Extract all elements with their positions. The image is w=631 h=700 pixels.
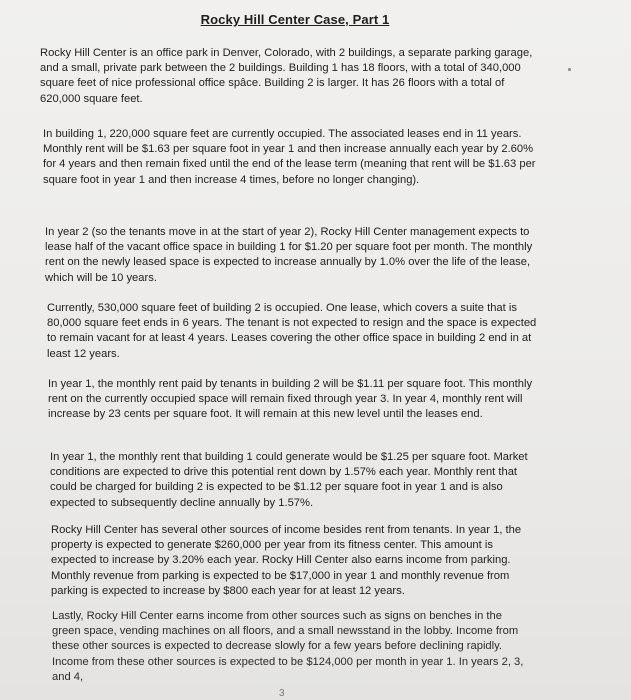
paragraph-market-rent: In year 1, the monthly rent that building 1 could generate would be $1.25 per square foot. Market conditions are expected to drive this potential rent down by 1.57% each year. Monthly rent that could be charged for building 2 is expected to be $1.12 per square foot in year 1 and is also expected to subsequently decline annually by 1.57%. xyxy=(50,451,528,509)
paragraph-building1-vacant: In year 2 (so the tenants move in at the start of year 2), Rocky Hill Center management expects to lease half of the vacant office space in building 1 for $1.20 per square foot per month. The monthly rent on the newly leased space is expected to increase annually by 1.0% over the life of the lease, which will be 10 years. xyxy=(45,226,533,284)
paragraph-building2-rent: In year 1, the monthly rent paid by tenants in building 2 will be $1.11 per square foot. This monthly rent on the currently occupied space will remain fixed through year 3. In year 4, monthly rent will increase by 23 cents per square foot. It will remain at this new level until the leases end. xyxy=(48,378,533,421)
paper-speck xyxy=(568,68,571,71)
paragraph-misc-income: Lastly, Rocky Hill Center earns income from other sources such as signs on benches in the green space, vending machines on all floors, and a small newsstand in the lobby. Income from these other sources is expected to decrease slowly for a few years before declining rapidly. Income from these other sources is expected to be $124,000 per month in year 1. In years 2, 3, and 4, xyxy=(52,610,524,683)
paragraph-building1-leases: In building 1, 220,000 square feet are currently occupied. The associated leases end in 11 years. Monthly rent will be $1.63 per square foot in year 1 and then increase annually each year by 2.60% for 4 years and then remain fixed until the end of the lease term (meaning that rent will be $1.63 per square foot in year 1 and then increase 4 times, before no longer changing). xyxy=(43,128,536,186)
document-title: Rocky Hill Center Case, Part 1 xyxy=(200,12,390,27)
paragraph-building2-occupancy: Currently, 530,000 square feet of building 2 is occupied. One lease, which covers a suite that is 80,000 square feet ends in 6 years. The tenant is not expected to resign and the space is expected to remain vacant for at least 4 years. Leases covering the other office space in building 2 end in at least 12 years. xyxy=(47,302,537,360)
paragraph-other-income: Rocky Hill Center has several other sources of income besides rent from tenants. In year 1, the property is expected to generate $260,000 per year from its fitness center. This amount is expected to increase by 3.20% each year. Rocky Hill Center also earns income from parking. Monthly revenue from parking is expected to be $17,000 in year 1 and monthly revenue from parking is expected to increase by $800 each year for at least 12 years. xyxy=(51,524,522,597)
paragraph-overview: Rocky Hill Center is an office park in Denver, Colorado, with 2 buildings, a separate parking garage, and a small, private park between the 2 buildings. Building 1 has 18 floors, with a total of 340,000 square feet of nice professional office spâce. Building 2 is larger. It has 26 floors with a total of 620,000 square feet. xyxy=(40,47,533,105)
page-number: 3 xyxy=(279,688,285,699)
